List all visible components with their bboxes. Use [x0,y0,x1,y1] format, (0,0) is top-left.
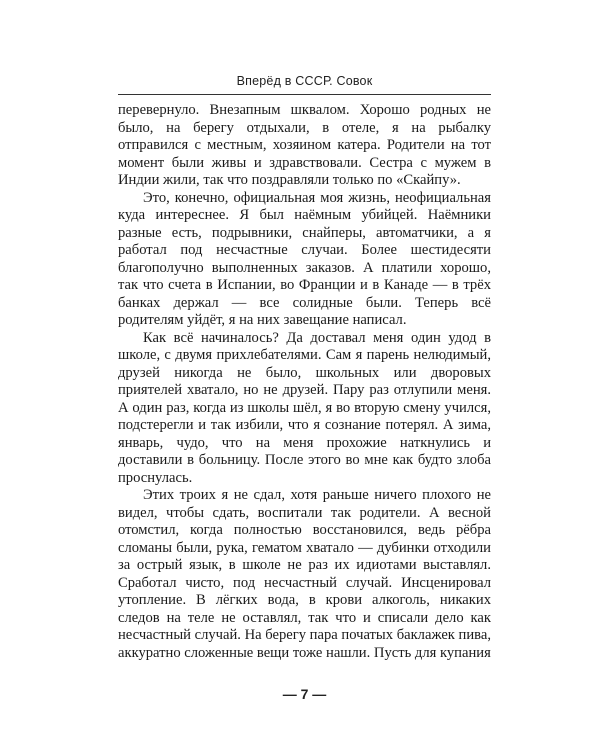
header-divider [118,94,491,95]
paragraph-3: Как всё начиналось? Да доставал меня один удод в школе, с двумя прихлебателями. Сам я парень нелюдимый, друзей никогда не было, школьных или дворовых приятелей хватало, но не друзей. Пару раз отлупили меня. А один раз, когда из школы шёл, я во вторую смену учился, подстерегли и так избили, что я сознание потерял. А зима, январь, чудо, что на меня прохожие наткнулись и доставили в больницу. После этого во мне как будто злоба проснулась. [118,329,491,486]
paragraph-4: Этих троих я не сдал, хотя раньше ничего плохого не видел, чтобы сдать, воспитали так родители. А весной отомстил, когда полностью восстановился, ведь рёбра сломаны были, рука, гематом хватало — дубинки отходили за острый язык, в школе не раз их идиотами выставлял. Сработал чисто, под несчастный случай. Инсценировал утопление. В лёгких вода, в крови алкоголь, никаких следов на теле не оставлял, так что и списали дело как несчастный случай. На берегу пара початых баклажек пива, аккуратно сложенные вещи тоже нашли. Пусть для купания [118,487,491,661]
paragraph-2: Это, конечно, официальная моя жизнь, неофициальная куда интереснее. Я был наёмным убийцей. Наёмники разные есть, подрывники, снайперы, автоматчики, а я работал под несчастные случаи. Более шестидесяти благополучно выполненных заказов. А платили хорошо, так что счета в Испании, во Франции и в Канаде — в трёх банках держал — все солидные были. Теперь всё родителям уйдёт, я на них завещание написал. [118,189,491,328]
paragraph-1: перевернуло. Внезапным шквалом. Хорошо родных не было, на берегу отдыхали, в отеле, я на рыбалку отправился с местным, хозяином катера. Родители на тот момент были живы и здравствовали. Сестра с мужем в Индии жили, так что поздравляли только по «Скайпу». [118,102,491,188]
page-number: — 7 — [282,686,327,702]
running-header-title: Вперёд в СССР. Совок [236,74,373,88]
page-body [118,102,491,662]
